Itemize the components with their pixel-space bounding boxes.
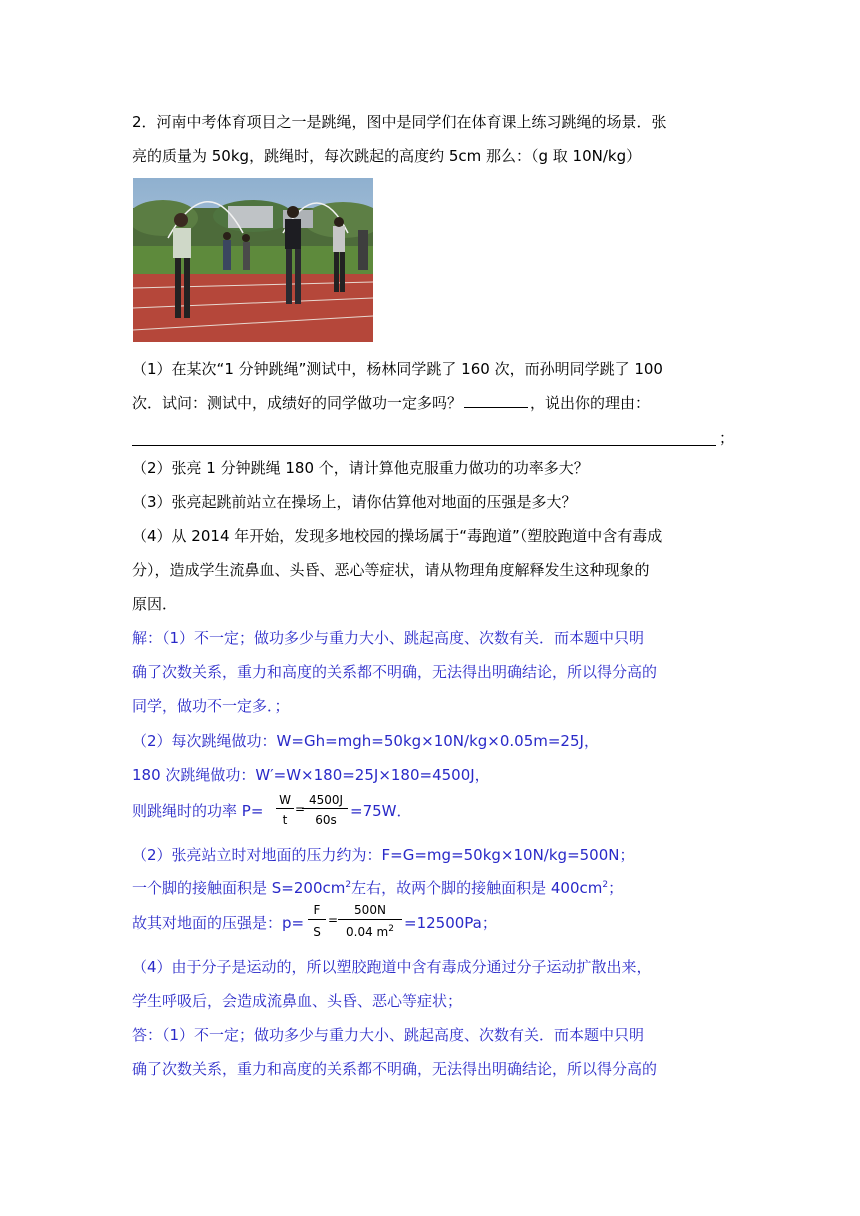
question-part-1-line-2 xyxy=(132,393,650,413)
solution-1-line-3: 同学，做功不一定多．； xyxy=(132,697,290,715)
question-part-4-line-3: 原因． xyxy=(132,595,178,613)
rope-jumping-photo xyxy=(133,178,373,342)
solution-3-pressure-result: =12500Pa； xyxy=(404,914,497,932)
question-part-2: （2）张亮 1 分钟跳绳 180 个，请计算他克服重力做功的功率多大？ xyxy=(132,459,589,477)
fraction-f-numerator: F xyxy=(313,903,321,917)
solution-2-power-prefix: 则跳绳时的功率 P= xyxy=(132,802,264,820)
solution-2-line-1: （2）每次跳绳做功：W=Gh=mgh=50kg×10N/kg×0.05m=25J， xyxy=(132,732,599,750)
answer-line-1: 答：（1）不一定；做功多少与重力大小、跳起高度、次数有关．而本题中只明 xyxy=(132,1026,645,1044)
superscript-2: 2 xyxy=(602,880,609,890)
solution-3-area-b: 左右，故两个脚的接触面积是 400cm xyxy=(351,879,603,897)
fraction-bar xyxy=(302,808,348,809)
fraction-area-denominator xyxy=(340,925,400,939)
solution-3-line-2 xyxy=(132,878,623,898)
superscript-2: 2 xyxy=(345,880,352,890)
question-intro-line-1: 2．河南中考体育项目之一是跳绳，图中是同学们在体育课上练习跳绳的场景．张 xyxy=(132,113,667,131)
question-part-1-end-punct: ； xyxy=(719,429,735,447)
answer-blank[interactable] xyxy=(464,393,528,408)
fraction-500n-numerator: 500N xyxy=(354,903,386,917)
solution-3-pressure-prefix: 故其对地面的压强是：p= xyxy=(132,914,305,932)
fraction-t-denominator: t xyxy=(282,813,288,827)
question-part-4-line-2: 分），造成学生流鼻血、头昏、恶心等症状，请从物理角度解释发生这种现象的 xyxy=(132,561,650,579)
solution-4-line-1: （4）由于分子是运动的，所以塑胶跑道中含有毒成分通过分子运动扩散出来， xyxy=(132,958,652,976)
superscript-2: 2 xyxy=(388,924,394,934)
reason-answer-line[interactable] xyxy=(132,445,716,446)
fraction-s-denominator: S xyxy=(313,925,321,939)
question-part-4-line-1: （4）从 2014 年开始，发现多地校园的操场属于“毒跑道”（塑胶跑道中含有毒成 xyxy=(132,527,663,545)
solution-3-area-c: ； xyxy=(608,879,624,897)
fraction-60s-denominator: 60s xyxy=(315,813,337,827)
solution-4-line-2: 学生呼吸后，会造成流鼻血、头昏、恶心等症状； xyxy=(132,992,463,1010)
fraction-4500j-numerator: 4500J xyxy=(308,793,344,807)
solution-3-line-1: （2）张亮站立时对地面的压力约为：F=G=mg=50kg×10N/kg=500N； xyxy=(132,846,635,864)
question-intro-line-2: 亮的质量为 50kg，跳绳时，每次跳起的高度约 5cm 那么：（g 取 10N/kg） xyxy=(132,147,642,165)
solution-2-line-2: 180 次跳绳做功：W′=W×180=25J×180=4500J， xyxy=(132,766,490,784)
solution-1-line-1: 解：（1）不一定；做功多少与重力大小、跳起高度、次数有关．而本题中只明 xyxy=(132,629,645,647)
question-part-3: （3）张亮起跳前站立在操场上，请你估算他对地面的压强是多大？ xyxy=(132,493,577,511)
fraction-equals: = xyxy=(295,802,306,816)
fraction-equals: = xyxy=(328,913,339,927)
fraction-bar xyxy=(308,919,326,920)
question-part-1-text-b: ，说出你的理由： xyxy=(530,394,651,412)
solution-2-power-result: =75W． xyxy=(350,802,412,820)
solution-1-line-2: 确了次数关系，重力和高度的关系都不明确，无法得出明确结论，所以得分高的 xyxy=(132,663,658,681)
fraction-w-numerator: W xyxy=(279,793,291,807)
solution-3-area-a: 一个脚的接触面积是 S=200cm xyxy=(132,879,346,897)
question-part-1-line-1: （1）在某次“1 分钟跳绳”测试中，杨林同学跳了 160 次，而孙明同学跳了 100 xyxy=(132,360,663,378)
fraction-bar xyxy=(338,919,402,920)
answer-line-2: 确了次数关系，重力和高度的关系都不明确，无法得出明确结论，所以得分高的 xyxy=(132,1060,658,1078)
question-part-1-text-a: 次．试问：测试中，成绩好的同学做功一定多吗？ xyxy=(132,394,463,412)
fraction-area-value: 0.04 m xyxy=(346,925,389,939)
fraction-bar xyxy=(276,808,294,809)
